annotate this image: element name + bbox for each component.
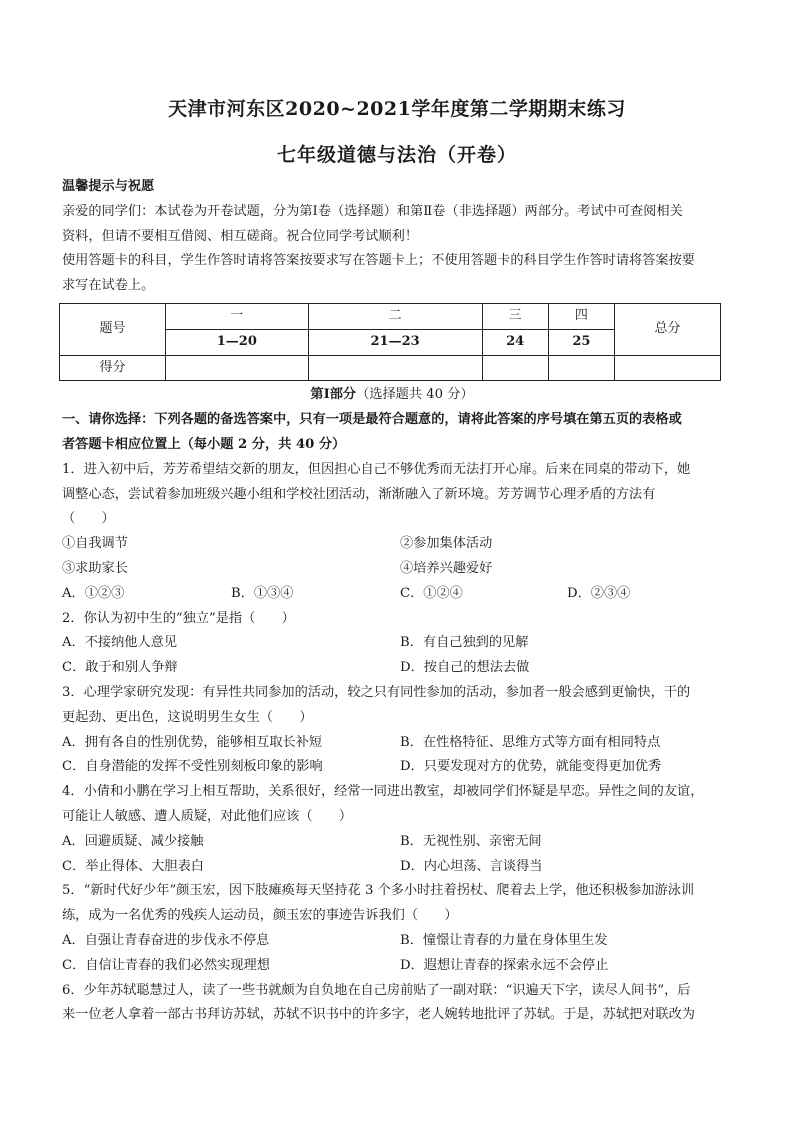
- table-range-2: 21—23: [308, 329, 482, 355]
- question-5-option-d[interactable]: D．遐想让青春的探索永远不会停止: [400, 957, 609, 973]
- table-label-question-number: 题号: [60, 303, 166, 355]
- question-1-items-row: [62, 557, 742, 582]
- score-cell-total[interactable]: [615, 355, 721, 381]
- question-3-options: [62, 755, 742, 780]
- question-4-option-b[interactable]: B．无视性别、亲密无间: [400, 833, 542, 849]
- table-label-score: 得分: [60, 355, 166, 381]
- score-table: [59, 303, 721, 381]
- section-instruction: 者答题卡相应位置上（每小题 2 分，共 40 分）: [62, 436, 346, 452]
- question-5-stem: 5．“新时代好少年”颜玉宏，因下肢瘫痪每天坚持花 3 个多小时拄着拐杖、爬着去上学，他还积极参加游泳训: [62, 883, 695, 899]
- question-2-option-d[interactable]: D．按自己的想法去做: [400, 660, 530, 676]
- section-instruction: 一、请你选择：下列各题的备选答案中，只有一项是最符合题意的，请将此答案的序号填在第五页的表格或: [62, 412, 682, 428]
- question-1-option-b[interactable]: B．①③④: [231, 585, 294, 601]
- question-2-option-a[interactable]: A．不接纳他人意见: [62, 635, 178, 651]
- part-title: [42, 383, 742, 408]
- exam-content: [62, 175, 742, 1028]
- question-2-options: [62, 656, 742, 681]
- exam-subtitle: 七年级道德与法治（开卷）: [276, 144, 517, 166]
- question-5-option-a[interactable]: A．自强让青春奋进的步伐永不停息: [62, 932, 270, 948]
- table-section-2: 二: [308, 303, 482, 329]
- score-cell[interactable]: [308, 355, 482, 381]
- question-5-option-c[interactable]: C．自信让青春的我们必然实现理想: [62, 957, 270, 973]
- table-range-1: 1—20: [166, 329, 309, 355]
- exam-title: 天津市河东区2020~2021学年度第二学期期末练习: [168, 98, 626, 120]
- table-range-4: 25: [548, 329, 614, 355]
- question-2-options: [62, 631, 742, 656]
- question-3-stem: 3．心理学家研究发现：有异性共同参加的活动，较之只有同性参加的活动，参加者一般会感到更愉快，干的: [62, 684, 691, 700]
- question-1-item-3: ③求助家长: [62, 560, 128, 576]
- question-3-option-b[interactable]: B．在性格特征、思维方式等方面有相同特点: [400, 734, 661, 750]
- table-section-1: 一: [166, 303, 309, 329]
- notice-line: 使用答题卡的科目，学生作答时请将答案按要求写在答题卡上；不使用答题卡的科目学生作答时请将答案按要: [62, 253, 695, 269]
- question-4-options: [62, 855, 742, 880]
- question-1-stem: （ ）: [62, 511, 115, 527]
- table-section-3: 三: [482, 303, 548, 329]
- question-5-option-b[interactable]: B．憧憬让青春的力量在身体里生发: [400, 932, 608, 948]
- table-range-3: 24: [482, 329, 548, 355]
- question-3-stem: 更起劲、更出色，这说明男生女生（ ）: [62, 709, 313, 725]
- part-title-suffix: （选择题共 40 分）: [356, 387, 474, 403]
- question-1-option-d[interactable]: D．②③④: [567, 585, 631, 601]
- score-cell[interactable]: [482, 355, 548, 381]
- question-4-option-a[interactable]: A．回避质疑、减少接触: [62, 833, 204, 849]
- question-6-stem: 来一位老人拿着一部古书拜访苏轼，苏轼不识书中的许多字，老人婉转地批评了苏轼。于是，苏轼把对联改为: [62, 1007, 695, 1023]
- question-5-stem: 练，成为一名优秀的残疾人运动员，颜玉宏的事迹告诉我们（ ）: [62, 908, 458, 924]
- question-4-option-d[interactable]: D．内心坦荡、言谈得当: [400, 858, 543, 874]
- score-cell[interactable]: [166, 355, 309, 381]
- table-section-4: 四: [548, 303, 614, 329]
- question-2-option-c[interactable]: C．敢于和别人争辩: [62, 660, 178, 676]
- question-1-stem: 1．进入初中后，芳芳希望结交新的朋友，但因担心自己不够优秀而无法打开心扉。后来在同桌的带动下，她: [62, 461, 691, 477]
- question-1-items-row: [62, 532, 742, 557]
- part-title-main: 第Ⅰ部分: [310, 387, 357, 403]
- question-2-stem: 2．你认为初中生的“独立”是指（ ）: [62, 610, 295, 626]
- question-1-item-1: ①自我调节: [62, 536, 128, 552]
- question-6-stem: 6．少年苏轼聪慧过人，读了一些书就颇为自负地在自己房前贴了一副对联：“识遍天下字，读尽人间书”，后: [62, 982, 691, 998]
- notice-line: 亲爱的同学们：本试卷为开卷试题，分为第Ⅰ卷（选择题）和第Ⅱ卷（非选择题）两部分。考试中可查阅相关: [62, 203, 683, 219]
- question-1-item-4: ④培养兴趣爱好: [400, 560, 493, 576]
- question-4-option-c[interactable]: C．举止得体、大胆表白: [62, 858, 204, 874]
- question-4-options: [62, 830, 742, 855]
- table-label-total: 总分: [615, 303, 721, 355]
- question-5-options: [62, 954, 742, 979]
- question-1-options: [62, 582, 742, 607]
- question-3-option-c[interactable]: C．自身潜能的发挥不受性别刻板印象的影响: [62, 759, 323, 775]
- question-1-option-c[interactable]: C．①②④: [400, 585, 463, 601]
- question-4-stem: 可能让人敏感、遭人质疑，对此他们应该（ ）: [62, 808, 353, 824]
- notice-heading: 温馨提示与祝愿: [62, 179, 155, 194]
- question-1-stem: 调整心态，尝试着参加班级兴趣小组和学校社团活动，渐渐融入了新环境。芳芳调节心理矛盾的方法有: [62, 486, 656, 502]
- question-1-item-2: ②参加集体活动: [400, 536, 493, 552]
- question-3-option-a[interactable]: A．拥有各自的性别优势，能够相互取长补短: [62, 734, 323, 750]
- question-3-options: [62, 731, 742, 756]
- question-4-stem: 4．小倩和小鹏在学习上相互帮助，关系很好，经常一同进出教室，却被同学们怀疑是早恋。异性之间的友谊，: [62, 784, 704, 800]
- notice-line: 资料，但请不要相互借阅、相互磋商。祝合位同学考试顺利！: [62, 228, 419, 244]
- question-3-option-d[interactable]: D．只要发现对方的优势，就能变得更加优秀: [400, 759, 662, 775]
- score-cell[interactable]: [548, 355, 614, 381]
- question-2-option-b[interactable]: B．有自己独到的见解: [400, 635, 529, 651]
- question-1-option-a[interactable]: A．①②③: [62, 585, 125, 601]
- notice-line: 求写在试卷上。: [62, 278, 155, 294]
- question-5-options: [62, 929, 742, 954]
